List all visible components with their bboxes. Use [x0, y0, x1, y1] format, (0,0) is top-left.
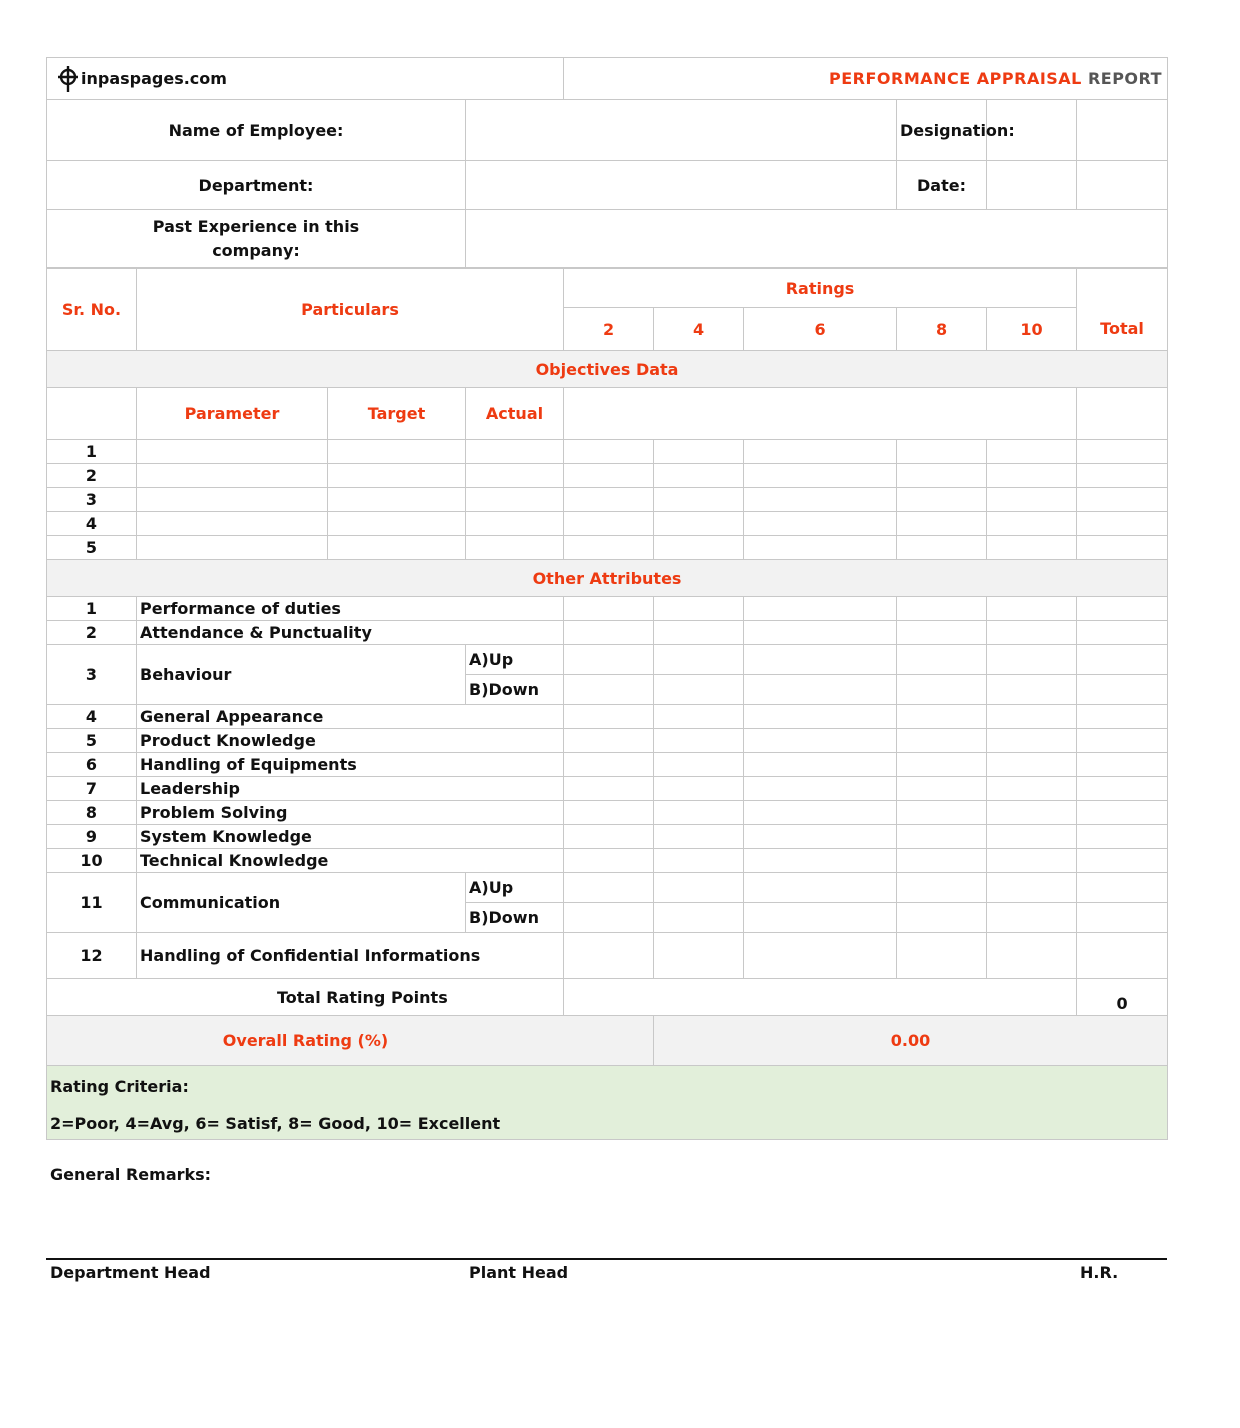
objective-rating-cell[interactable] [744, 536, 897, 560]
objective-no: 4 [47, 512, 137, 536]
attribute-rating-cell[interactable] [654, 903, 744, 933]
attribute-rating-cell[interactable] [744, 645, 897, 675]
objective-rating-cell[interactable] [654, 464, 744, 488]
attribute-rating-cell[interactable] [744, 825, 897, 849]
attributes-section-row [47, 560, 1168, 597]
attribute-rating-cell[interactable] [987, 777, 1077, 801]
attribute-label: Leadership [137, 777, 564, 801]
designation-field-2[interactable] [1077, 100, 1168, 161]
objective-total-cell[interactable] [1077, 536, 1168, 560]
rating-criteria [47, 1066, 1168, 1140]
date-field[interactable] [987, 161, 1077, 210]
attribute-no: 12 [47, 933, 137, 979]
objective-row [47, 512, 1168, 536]
attribute-total-cell[interactable] [1077, 675, 1168, 705]
attribute-row [47, 825, 1168, 849]
attribute-row [47, 729, 1168, 753]
objective-total-cell[interactable] [1077, 488, 1168, 512]
attribute-sub-label: B)Down [466, 903, 564, 933]
attribute-rating-cell[interactable] [564, 849, 654, 873]
objective-rating-cell[interactable] [987, 512, 1077, 536]
attribute-rating-cell[interactable] [564, 705, 654, 729]
attribute-rating-cell[interactable] [897, 729, 987, 753]
attribute-rating-cell[interactable] [564, 777, 654, 801]
attribute-rating-cell[interactable] [654, 597, 744, 621]
name-field[interactable] [466, 100, 897, 161]
attributes-section-title: Other Attributes [47, 560, 1168, 597]
experience-label-text: Past Experience in this company: [152, 216, 360, 260]
attribute-label: Communication [137, 873, 466, 933]
attribute-row [47, 645, 1168, 675]
attribute-rating-cell[interactable] [897, 705, 987, 729]
actual-header: Actual [466, 388, 564, 440]
signature-line [46, 1258, 1167, 1260]
objective-rating-cell[interactable] [564, 536, 654, 560]
objective-rating-cell[interactable] [987, 536, 1077, 560]
attribute-label: Handling of Equipments [137, 753, 564, 777]
department-field[interactable] [466, 161, 897, 210]
attribute-no: 3 [47, 645, 137, 705]
attribute-rating-cell[interactable] [564, 597, 654, 621]
attribute-rating-cell[interactable] [564, 801, 654, 825]
attribute-rating-cell[interactable] [744, 849, 897, 873]
attribute-rating-cell[interactable] [564, 873, 654, 903]
objective-parameter-cell[interactable] [137, 440, 328, 464]
criteria-title: Rating Criteria: [50, 1077, 189, 1096]
attribute-rating-cell[interactable] [654, 777, 744, 801]
general-remarks-label: General Remarks: [50, 1165, 212, 1184]
attribute-rating-cell[interactable] [897, 675, 987, 705]
attribute-no: 6 [47, 753, 137, 777]
objective-rating-cell[interactable] [744, 464, 897, 488]
objective-target-cell[interactable] [328, 512, 466, 536]
info-row-name [47, 100, 1168, 161]
attribute-total-cell[interactable] [1077, 933, 1168, 979]
attribute-row [47, 705, 1168, 729]
ratings-header: Ratings [564, 269, 1077, 308]
attribute-sub-label: A)Up [466, 645, 564, 675]
objective-target-cell[interactable] [328, 464, 466, 488]
objective-actual-cell[interactable] [466, 464, 564, 488]
parameter-header: Parameter [137, 388, 328, 440]
attribute-rating-cell[interactable] [897, 777, 987, 801]
objective-target-cell[interactable] [328, 440, 466, 464]
objective-parameter-cell[interactable] [137, 512, 328, 536]
objective-rating-cell[interactable] [897, 464, 987, 488]
objective-rating-cell[interactable] [654, 512, 744, 536]
objective-actual-cell[interactable] [466, 440, 564, 464]
date-label: Date: [897, 161, 987, 210]
attribute-rating-cell[interactable] [564, 621, 654, 645]
attribute-rating-cell[interactable] [744, 873, 897, 903]
objective-parameter-cell[interactable] [137, 464, 328, 488]
attribute-label: General Appearance [137, 705, 564, 729]
attribute-rating-cell[interactable] [897, 597, 987, 621]
attribute-rating-cell[interactable] [744, 777, 897, 801]
attribute-rating-cell[interactable] [744, 729, 897, 753]
attribute-label: Product Knowledge [137, 729, 564, 753]
header-row [47, 58, 1168, 100]
attribute-total-cell[interactable] [1077, 705, 1168, 729]
attribute-total-cell[interactable] [1077, 753, 1168, 777]
attribute-label: System Knowledge [137, 825, 564, 849]
attribute-no: 11 [47, 873, 137, 933]
rating-8: 8 [897, 308, 987, 351]
attribute-row [47, 753, 1168, 777]
attribute-rating-cell[interactable] [564, 753, 654, 777]
objectives-header-row [47, 388, 1168, 440]
attribute-rating-cell[interactable] [744, 597, 897, 621]
attribute-total-cell[interactable] [1077, 801, 1168, 825]
attribute-rating-cell[interactable] [744, 753, 897, 777]
objective-rating-cell[interactable] [564, 464, 654, 488]
attribute-total-cell[interactable] [1077, 729, 1168, 753]
attribute-label: Attendance & Punctuality [137, 621, 564, 645]
attribute-row [47, 933, 1168, 979]
attribute-rating-cell[interactable] [987, 675, 1077, 705]
attribute-total-cell[interactable] [1077, 825, 1168, 849]
page-title [564, 58, 1168, 100]
overall-rating-value-text: 0.00 [890, 1031, 931, 1050]
attribute-rating-cell[interactable] [654, 729, 744, 753]
attribute-rating-cell[interactable] [987, 903, 1077, 933]
attribute-rating-cell[interactable] [897, 873, 987, 903]
objective-row [47, 536, 1168, 560]
attribute-no: 5 [47, 729, 137, 753]
rating-10: 10 [987, 308, 1077, 351]
objective-no: 1 [47, 440, 137, 464]
ratings-header-row [47, 269, 1168, 308]
objective-actual-cell[interactable] [466, 512, 564, 536]
logo-text: inpaspages.com [81, 69, 227, 88]
attribute-no: 4 [47, 705, 137, 729]
attribute-rating-cell[interactable] [744, 621, 897, 645]
attribute-rating-cell[interactable] [897, 903, 987, 933]
attribute-rating-cell[interactable] [654, 645, 744, 675]
attribute-total-cell[interactable] [1077, 849, 1168, 873]
attribute-row [47, 597, 1168, 621]
attribute-rating-cell[interactable] [987, 825, 1077, 849]
total-points-row [47, 979, 1168, 1016]
objective-rating-cell[interactable] [564, 488, 654, 512]
designation-label: Designation: [897, 100, 987, 161]
attribute-label: Technical Knowledge [137, 849, 564, 873]
objective-rating-cell[interactable] [987, 488, 1077, 512]
attribute-label: Handling of Confidential Informations [137, 933, 564, 979]
objective-no: 3 [47, 488, 137, 512]
objective-rating-cell[interactable] [897, 536, 987, 560]
attribute-rating-cell[interactable] [897, 933, 987, 979]
attribute-rating-cell[interactable] [987, 597, 1077, 621]
attribute-row [47, 801, 1168, 825]
objective-rating-cell[interactable] [897, 512, 987, 536]
attribute-sub-label: B)Down [466, 675, 564, 705]
attribute-rating-cell[interactable] [987, 621, 1077, 645]
rating-2: 2 [564, 308, 654, 351]
attribute-rating-cell[interactable] [564, 675, 654, 705]
attribute-rating-cell[interactable] [897, 801, 987, 825]
attribute-rating-cell[interactable] [987, 753, 1077, 777]
attribute-rating-cell[interactable] [564, 933, 654, 979]
total-header: Total [1077, 308, 1168, 351]
sr-no-header: Sr. No. [47, 269, 137, 351]
objective-actual-cell[interactable] [466, 536, 564, 560]
experience-label [47, 210, 466, 268]
attribute-rating-cell[interactable] [897, 645, 987, 675]
hr-signature: H.R. [1080, 1263, 1119, 1282]
plant-head-signature: Plant Head [469, 1263, 569, 1282]
objectives-section-title: Objectives Data [47, 351, 1168, 388]
attribute-rating-cell[interactable] [987, 849, 1077, 873]
attribute-rating-cell[interactable] [744, 801, 897, 825]
target-header: Target [328, 388, 466, 440]
overall-rating-value [654, 1016, 1168, 1066]
attribute-no: 9 [47, 825, 137, 849]
overall-rating-row [47, 1016, 1168, 1066]
objective-rating-cell[interactable] [654, 488, 744, 512]
info-row-department [47, 161, 1168, 210]
attribute-label: Behaviour [137, 645, 466, 705]
logo-icon [57, 66, 79, 92]
attribute-no: 1 [47, 597, 137, 621]
attribute-rating-cell[interactable] [654, 753, 744, 777]
attribute-rating-cell[interactable] [987, 645, 1077, 675]
attribute-total-cell[interactable] [1077, 903, 1168, 933]
objective-total-cell[interactable] [1077, 440, 1168, 464]
objective-rating-cell[interactable] [744, 488, 897, 512]
attribute-rating-cell[interactable] [654, 849, 744, 873]
objective-rating-cell[interactable] [654, 440, 744, 464]
attribute-rating-cell[interactable] [744, 675, 897, 705]
objective-rating-cell[interactable] [564, 440, 654, 464]
attribute-rating-cell[interactable] [564, 645, 654, 675]
attribute-total-cell[interactable] [1077, 777, 1168, 801]
rating-4: 4 [654, 308, 744, 351]
attribute-no: 8 [47, 801, 137, 825]
objective-rating-cell[interactable] [744, 512, 897, 536]
attribute-label: Problem Solving [137, 801, 564, 825]
attribute-rating-cell[interactable] [987, 729, 1077, 753]
objective-row [47, 464, 1168, 488]
objective-total-cell[interactable] [1077, 464, 1168, 488]
attribute-row [47, 621, 1168, 645]
attribute-label: Performance of duties [137, 597, 564, 621]
appraisal-form [46, 57, 1167, 1140]
attribute-rating-cell[interactable] [987, 873, 1077, 903]
objective-rating-cell[interactable] [987, 440, 1077, 464]
attribute-sub-label: A)Up [466, 873, 564, 903]
info-row-experience [47, 210, 1168, 268]
overall-rating-label-text: Overall Rating (%) [222, 1031, 389, 1050]
attribute-rating-cell[interactable] [654, 933, 744, 979]
experience-field[interactable] [466, 210, 1168, 268]
attribute-rating-cell[interactable] [987, 801, 1077, 825]
criteria-text: 2=Poor, 4=Avg, 6= Satisf, 8= Good, 10= Excellent [50, 1114, 501, 1133]
objective-rating-cell[interactable] [564, 512, 654, 536]
objective-target-cell[interactable] [328, 488, 466, 512]
attribute-total-cell[interactable] [1077, 621, 1168, 645]
objectives-section-row [47, 351, 1168, 388]
objective-rating-cell[interactable] [987, 464, 1077, 488]
attribute-total-cell[interactable] [1077, 597, 1168, 621]
attribute-rating-cell[interactable] [744, 933, 897, 979]
title-part2: REPORT [1087, 69, 1163, 88]
attribute-rating-cell[interactable] [987, 705, 1077, 729]
attribute-no: 10 [47, 849, 137, 873]
attribute-rating-cell[interactable] [564, 903, 654, 933]
objective-rating-cell[interactable] [744, 440, 897, 464]
rating-6: 6 [744, 308, 897, 351]
attribute-rating-cell[interactable] [987, 933, 1077, 979]
attribute-row [47, 873, 1168, 903]
objective-parameter-cell[interactable] [137, 536, 328, 560]
attribute-rating-cell[interactable] [564, 729, 654, 753]
attribute-rating-cell[interactable] [897, 849, 987, 873]
overall-rating-label [47, 1016, 654, 1066]
objective-no: 5 [47, 536, 137, 560]
department-label: Department: [47, 161, 466, 210]
attribute-rating-cell[interactable] [744, 705, 897, 729]
objective-rating-cell[interactable] [897, 440, 987, 464]
attribute-total-cell[interactable] [1077, 873, 1168, 903]
attribute-row [47, 777, 1168, 801]
attribute-rating-cell[interactable] [654, 801, 744, 825]
objective-row [47, 440, 1168, 464]
attribute-rating-cell[interactable] [897, 753, 987, 777]
attribute-no: 2 [47, 621, 137, 645]
attribute-rating-cell[interactable] [654, 621, 744, 645]
total-points-value: 0 [1077, 979, 1168, 1016]
attribute-rating-cell[interactable] [897, 621, 987, 645]
attribute-rating-cell[interactable] [654, 873, 744, 903]
appraisal-table [46, 57, 1168, 268]
particulars-header: Particulars [137, 269, 564, 351]
objective-parameter-cell[interactable] [137, 488, 328, 512]
criteria-row [47, 1066, 1168, 1140]
objective-total-cell[interactable] [1077, 512, 1168, 536]
attribute-rating-cell[interactable] [654, 705, 744, 729]
objective-actual-cell[interactable] [466, 488, 564, 512]
attribute-no: 7 [47, 777, 137, 801]
attribute-rating-cell[interactable] [897, 825, 987, 849]
attribute-rating-cell[interactable] [744, 903, 897, 933]
attribute-rating-cell[interactable] [564, 825, 654, 849]
objective-target-cell[interactable] [328, 536, 466, 560]
date-field-2[interactable] [1077, 161, 1168, 210]
objective-rating-cell[interactable] [654, 536, 744, 560]
objective-rating-cell[interactable] [897, 488, 987, 512]
department-head-signature: Department Head [50, 1263, 211, 1282]
total-points-label: Total Rating Points [47, 979, 564, 1016]
objective-row [47, 488, 1168, 512]
attribute-row [47, 849, 1168, 873]
title-part1: PERFORMANCE APPRAISAL [829, 69, 1082, 88]
attribute-total-cell[interactable] [1077, 645, 1168, 675]
objective-no: 2 [47, 464, 137, 488]
site-logo [47, 66, 563, 92]
attribute-rating-cell[interactable] [654, 675, 744, 705]
ratings-table [46, 268, 1168, 1140]
attribute-rating-cell[interactable] [654, 825, 744, 849]
name-label: Name of Employee: [47, 100, 466, 161]
